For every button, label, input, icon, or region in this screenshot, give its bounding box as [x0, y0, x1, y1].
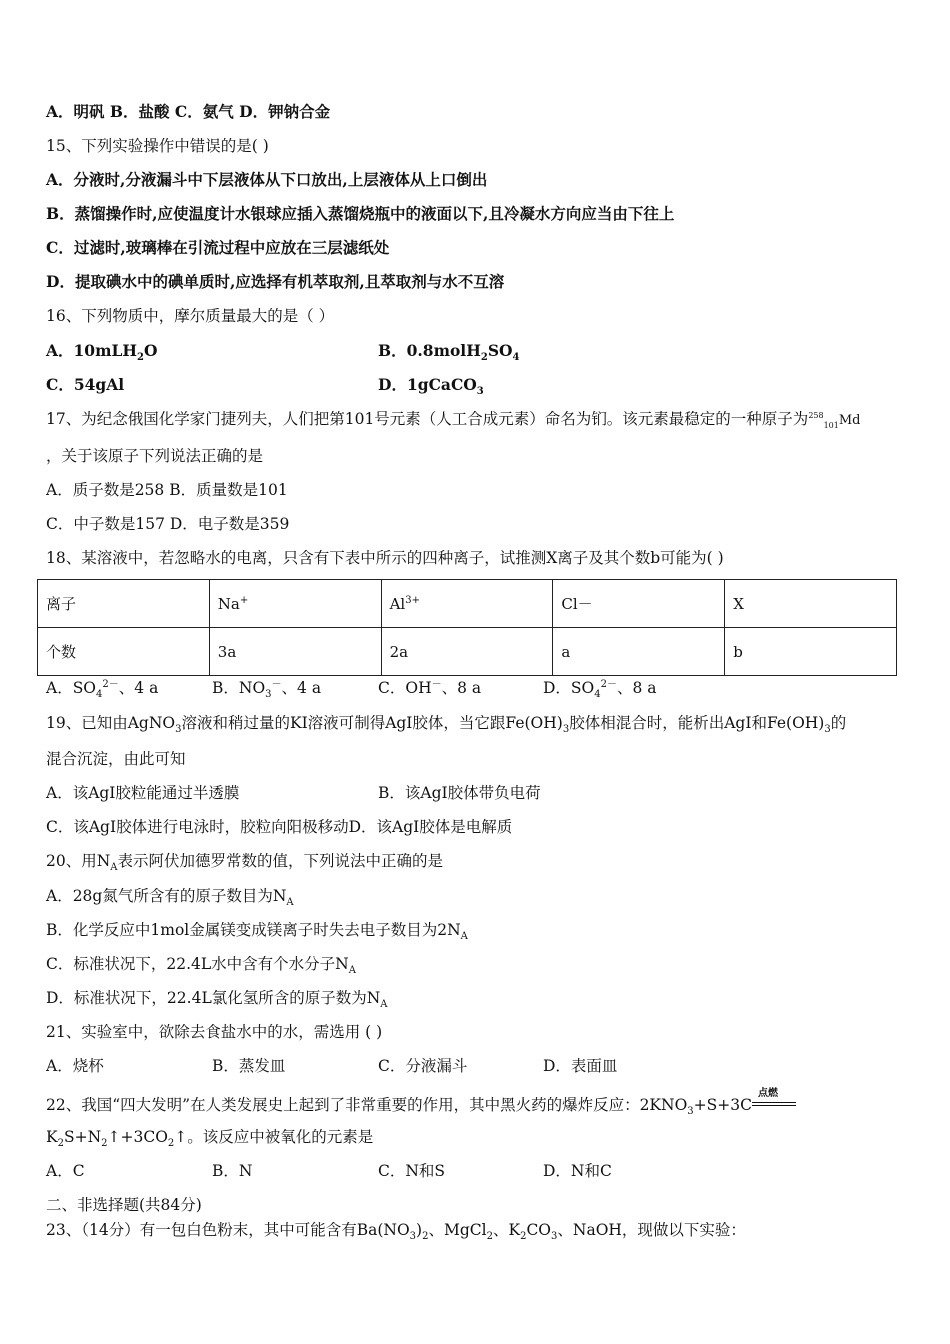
q15-option-b: B．蒸馏操作时,应使温度计水银球应插入蒸馏烧瓶中的液面以下,且冷凝水方向应当由下往上 — [46, 204, 675, 223]
q14-options: A．明矾 B．盐酸 C．氨气 D．钾钠合金 — [46, 102, 331, 121]
q15-stem: 15、下列实验操作中错误的是( ) — [46, 137, 269, 155]
q18-option-b: B．$NO_3^-$、4 a — [212, 678, 322, 701]
q19-stem-continued: 混合沉淀，由此可知 — [46, 750, 186, 768]
table-cell: a — [553, 628, 725, 676]
q16-option-c: C．54gAl — [46, 375, 125, 394]
q22-option-a: A．C — [46, 1162, 85, 1180]
section-heading: 二、非选择题(共84分) — [46, 1196, 202, 1214]
table-cell: b — [725, 628, 897, 676]
q18-option-d: D．$SO_4^{2-}$、8 a — [543, 678, 657, 701]
table-cell: 离子 — [38, 580, 210, 628]
q21-stem: 21、实验室中，欲除去食盐水中的水，需选用 ( ) — [46, 1023, 383, 1041]
q22-equation-continued: $K_2S+N_2↑+3CO_2↑$。该反应中被氧化的元素是 — [46, 1128, 374, 1150]
q19-option-a: A．该AgI胶粒能通过半透膜 — [46, 784, 240, 802]
q20-option-a: A．28g氮气所含有的原子数目为$N_A$ — [46, 887, 294, 909]
table-cell: 个数 — [38, 628, 210, 676]
q15-option-a: A．分液时,分液漏斗中下层液体从下口放出,上层液体从上口倒出 — [46, 170, 488, 189]
q21-option-b: B．蒸发皿 — [212, 1057, 286, 1075]
q23-stem: 23、（14分）有一包白色粉末，其中可能含有$Ba(NO_3)_2$、MgCl$_2$、$K_2CO_3$、NaOH，现做以下实验： — [46, 1221, 746, 1243]
q22-option-d: D．N和C — [543, 1162, 612, 1180]
table-cell: 3a — [209, 628, 381, 676]
table-row — [38, 580, 897, 628]
q20-option-b: B．化学反应中1mol金属镁变成镁离子时失去电子数目为$2N_A$ — [46, 921, 468, 943]
q19-option-b: B．该AgI胶体带负电荷 — [378, 784, 541, 802]
q16-option-a: A．10mLH$_2$O — [46, 341, 158, 364]
q16-option-b: B．$0.8molH_2SO_4$ — [378, 341, 520, 364]
q19-stem: 19、已知由AgNO$_3$溶液和稍过量的KI溶液可制得AgI胶体，当它跟$Fe(OH)_3$胶体相混合时，能析出AgI和$Fe(OH)_3$的 — [46, 714, 847, 736]
q19-options-row2: C．该AgI胶体进行电泳时，胶粒向阳极移动D．该AgI胶体是电解质 — [46, 818, 513, 836]
q21-option-a: A．烧杯 — [46, 1057, 104, 1075]
q15-option-d: D．提取碘水中的碘单质时,应选择有机萃取剂,且萃取剂与水不互溶 — [46, 272, 505, 291]
reaction-condition-arrow: 点燃 — [752, 1090, 796, 1110]
q17-options-cd: C．中子数是157 D．电子数是359 — [46, 515, 290, 533]
q17-stem: 17、为纪念俄国化学家门捷列夫，人们把第101号元素（人工合成元素）命名为钔。该元素最稳定的一种原子为$^{258}_{101}$Md — [46, 410, 861, 431]
q15-option-c: C．过滤时,玻璃棒在引流过程中应放在三层滤纸处 — [46, 238, 390, 257]
q18-stem: 18、某溶液中，若忽略水的电离，只含有下表中所示的四种离子，试推测X离子及其个数b可能为( ) — [46, 549, 724, 567]
q22-option-b: B．N — [212, 1162, 253, 1180]
q21-option-c: C．分液漏斗 — [378, 1057, 468, 1075]
q22-stem: 22、我国“四大发明”在人类发展史上起到了非常重要的作用，其中黑火药的爆炸反应：$2KNO_3+S+3C$ 点燃 — [46, 1090, 796, 1115]
q16-stem: 16、下列物质中，摩尔质量最大的是（ ） — [46, 307, 335, 325]
q20-option-d: D．标准状况下，22.4L氯化氢所含的原子数为$N_A$ — [46, 989, 388, 1011]
q20-option-c: C．标准状况下，22.4L水中含有个水分子$N_A$ — [46, 955, 356, 977]
table-cell: Na+ — [209, 580, 381, 628]
q22-option-c: C．N和S — [378, 1162, 446, 1180]
table-row — [38, 628, 897, 676]
q17-options-ab: A．质子数是258 B．质量数是101 — [46, 481, 288, 499]
q20-stem: 20、用$N_A$表示阿伏加德罗常数的值，下列说法中正确的是 — [46, 852, 444, 874]
q18-option-a: A．$SO_4^{2-}$、4 a — [46, 678, 159, 701]
table-cell: X — [725, 580, 897, 628]
table-cell: 2a — [381, 628, 553, 676]
q18-option-c: C．OH－、8 a — [378, 678, 482, 697]
table-cell: Cl－ — [553, 580, 725, 628]
q17-stem-continued: ，关于该原子下列说法正确的是 — [46, 447, 264, 465]
q21-option-d: D．表面皿 — [543, 1057, 618, 1075]
q16-option-d: D．1gCaCO$_3$ — [378, 375, 484, 398]
table-cell: $Al^{3+}$ — [381, 580, 553, 628]
q18-ion-table — [37, 579, 897, 676]
